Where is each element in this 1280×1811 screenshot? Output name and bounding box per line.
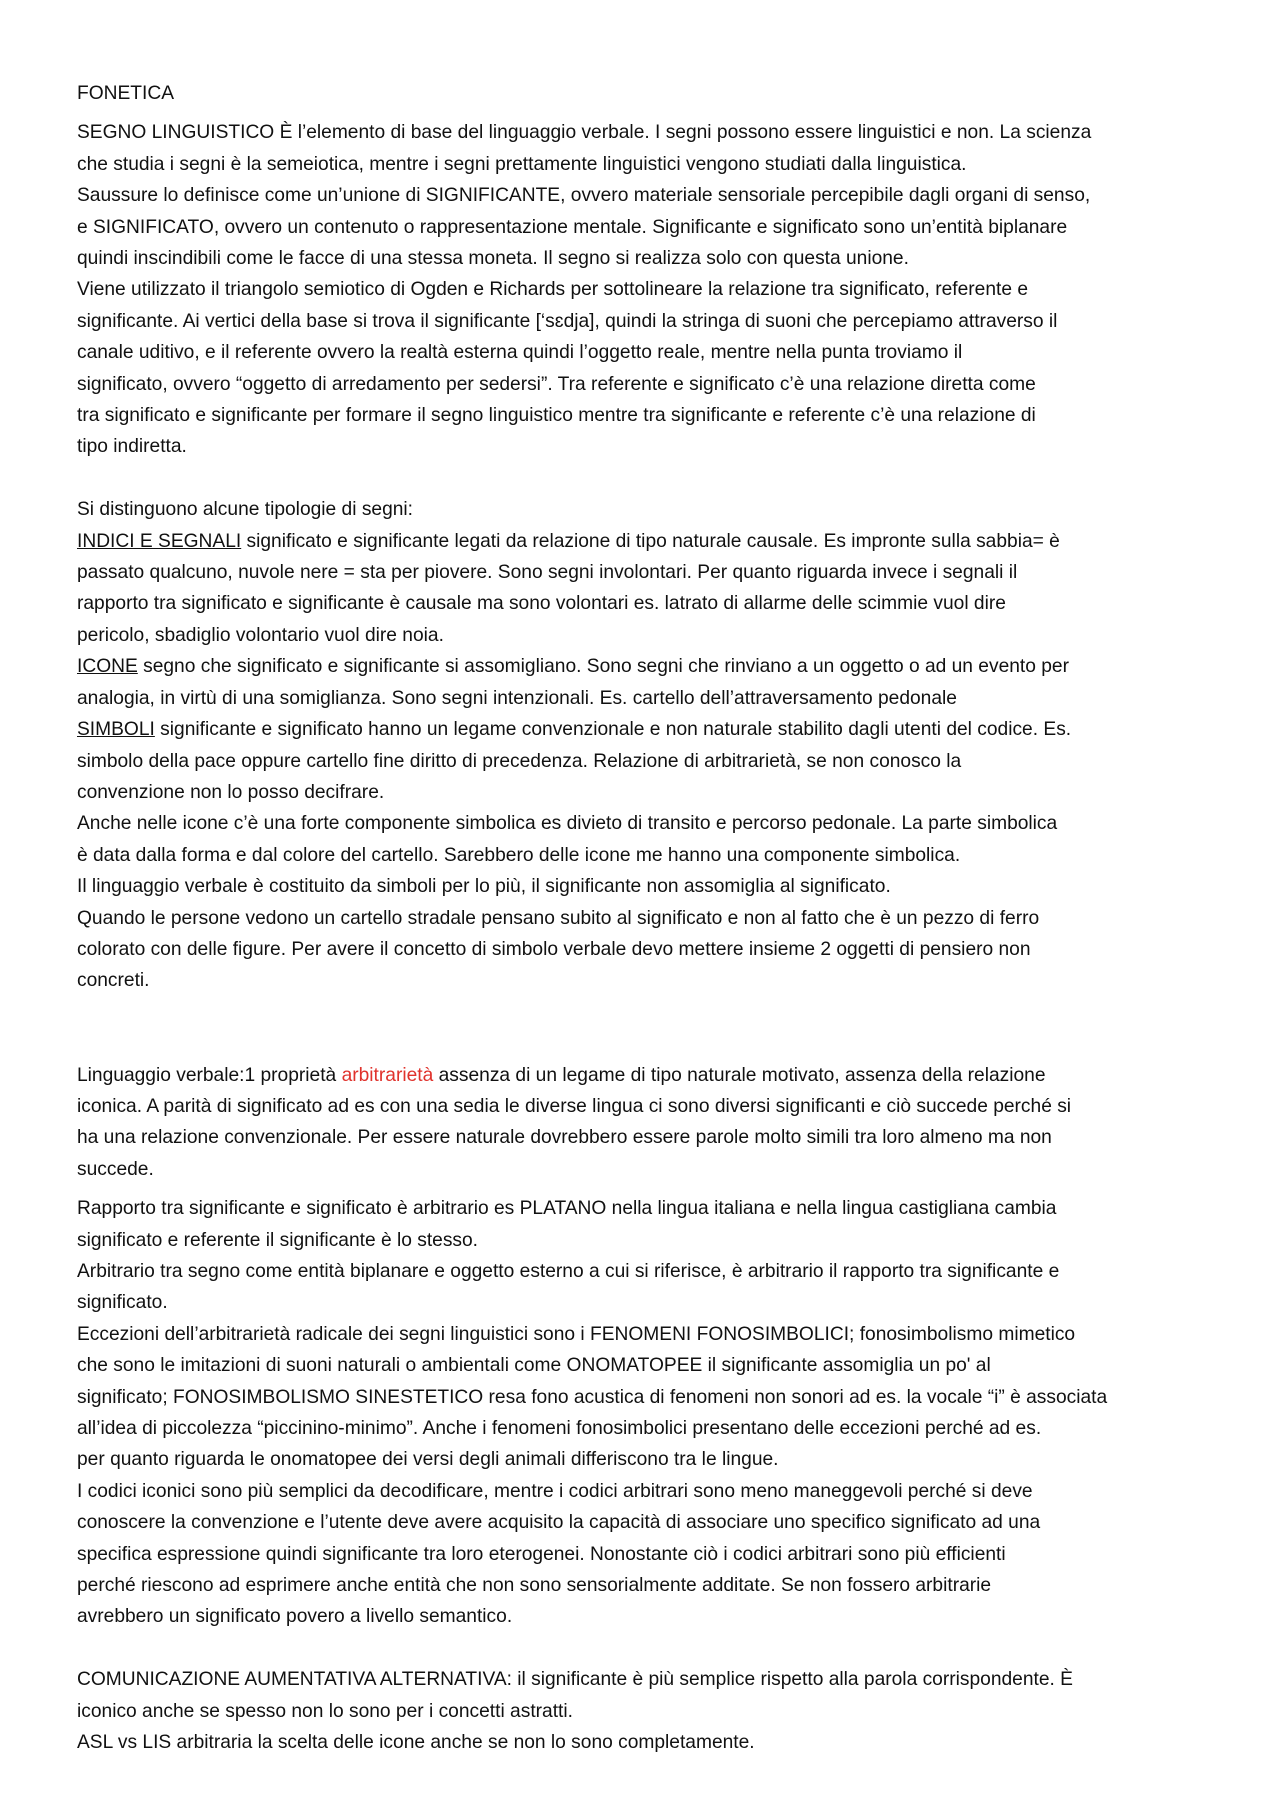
text-line: ICONE segno che significato e significante si assomigliano. Sono segni che rinviano a un oggetto o ad un evento per (77, 656, 1069, 678)
text-line: iconico anche se spesso non lo sono per i concetti astratti. (77, 1700, 573, 1722)
paragraph-rapporto (77, 1193, 1217, 1633)
term-simboli: SIMBOLI (77, 719, 155, 741)
text-line: analogia, in virtù di una somiglianza. Sono segni intenzionali. Es. cartello dell’attraversamento pedonale (77, 687, 957, 709)
doc-title: FONETICA (77, 83, 175, 104)
text-line: convenzione non lo posso decifrare. (77, 781, 385, 803)
paragraph-segno-linguistico (77, 117, 1217, 462)
text-line: succede. (77, 1158, 154, 1180)
text-line: che studia i segni è la semeiotica, mentre i segni prettamente linguistici vengono studiati dalla linguistica. (77, 153, 967, 175)
text-line: significato, ovvero “oggetto di arredamento per sedersi”. Tra referente e significato c’è una relazione diretta come (77, 373, 1036, 395)
text-line: significato e referente il significante è lo stesso. (77, 1229, 479, 1251)
text-line: tra significato e significante per formare il segno linguistico mentre tra significante e referente c’è una relazione di (77, 405, 1036, 427)
text-line: COMUNICAZIONE AUMENTATIVA ALTERNATIVA: il significante è più semplice rispetto alla parola corrispondente. È (77, 1669, 1073, 1691)
text-line: per quanto riguarda le onomatopee dei versi degli animali differiscono tra le lingue. (77, 1449, 779, 1471)
paragraph-tipologie (77, 494, 1217, 997)
term-indici-segnali: INDICI E SEGNALI (77, 530, 242, 552)
text-line: concreti. (77, 970, 150, 992)
paragraph-arbitrarieta (77, 1060, 1217, 1186)
text-line: passato qualcuno, nuvole nere = sta per piovere. Sono segni involontari. Per quanto riguarda invece i segnali il (77, 562, 1018, 584)
text-line: conoscere la convenzione e l’utente deve avere acquisito la capacità di associare uno specifico significato ad una (77, 1512, 1041, 1534)
text-line: Linguaggio verbale:1 proprietà arbitrarietà assenza di un legame di tipo naturale motivato, assenza della relazione (77, 1064, 1046, 1086)
text-line: canale uditivo, e il referente ovvero la realtà esterna quindi l’oggetto reale, mentre nella punta troviamo il (77, 342, 963, 364)
text-line: Saussure lo definisce come un’unione di SIGNIFICANTE, ovvero materiale sensoriale percepibile dagli organi di senso, (77, 185, 1091, 207)
text-line: pericolo, sbadiglio volontario vuol dire noia. (77, 624, 444, 646)
text-line: iconica. A parità di significato ad es con una sedia le diverse lingua ci sono diversi significanti e ciò succede perché si (77, 1095, 1072, 1117)
text-line: Eccezioni dell’arbitrarietà radicale dei segni linguistici sono i FENOMENI FONOSIMBOLICI; fonosimbolismo mimetico (77, 1323, 1076, 1345)
document-page (77, 78, 1217, 1758)
text-line: Il linguaggio verbale è costituito da simboli per lo più, il significante non assomiglia al significato. (77, 876, 891, 898)
text-line: specifica espressione quindi significante tra loro eterogenei. Nonostante ciò i codici arbitrari sono più efficienti (77, 1543, 1006, 1565)
text-line: ASL vs LIS arbitraria la scelta delle icone anche se non lo sono completamente. (77, 1732, 755, 1754)
text-line: tipo indiretta. (77, 436, 187, 458)
text-line: significante. Ai vertici della base si trova il significante [‘sɛdja], quindi la stringa di suoni che percepiamo attraverso il (77, 310, 1058, 332)
term-icone: ICONE (77, 656, 138, 678)
text-line: INDICI E SEGNALI significato e significante legati da relazione di tipo naturale causale. Es impronte sulla sabbia= è (77, 530, 1060, 552)
text-line: significato. (77, 1292, 168, 1314)
text-line: SEGNO LINGUISTICO È l’elemento di base del linguaggio verbale. I segni possono essere linguistici e non. La scienza (77, 122, 1092, 144)
text-line: all’idea di piccolezza “piccinino-minimo”. Anche i fenomeni fonosimbolici presentano delle eccezioni perché ad es. (77, 1418, 1042, 1440)
text-line: Quando le persone vedono un cartello stradale pensano subito al significato e non al fatto che è un pezzo di ferro (77, 907, 1040, 929)
text-line: Viene utilizzato il triangolo semiotico di Ogden e Richards per sottolineare la relazione tra significato, referente e (77, 279, 1029, 301)
text-line: Rapporto tra significante e significato è arbitrario es PLATANO nella lingua italiana e nella lingua castigliana cambia (77, 1198, 1057, 1220)
text-line: perché riescono ad esprimere anche entità che non sono sensorialmente additate. Se non fossero arbitrarie (77, 1575, 992, 1597)
text-line: ha una relazione convenzionale. Per essere naturale dovrebbero essere parole molto simili tra loro almeno ma non (77, 1127, 1052, 1149)
text-line: Si distinguono alcune tipologie di segni: (77, 499, 414, 521)
text-line: che sono le imitazioni di suoni naturali o ambientali come ONOMATOPEE il significante assomiglia un po' al (77, 1355, 991, 1377)
text-line: avrebbero un significato povero a livello semantico. (77, 1606, 513, 1628)
text-line: rapporto tra significato e significante è causale ma sono volontari es. latrato di allarme delle scimmie vuol dire (77, 593, 1006, 615)
text-line: SIMBOLI significante e significato hanno un legame convenzionale e non naturale stabilito dagli utenti del codice. Es. (77, 719, 1072, 741)
text-line: significato; FONOSIMBOLISMO SINESTETICO resa fono acustica di fenomeni non sonori ad es. la vocale “i” è associata (77, 1386, 1108, 1408)
paragraph-caa (77, 1664, 1217, 1758)
text-line: e SIGNIFICATO, ovvero un contenuto o rappresentazione mentale. Significante e significato sono un’entità biplanare (77, 216, 1068, 238)
text-line: colorato con delle figure. Per avere il concetto di simbolo verbale devo mettere insieme 2 oggetti di pensiero non (77, 938, 1031, 960)
text-line: Arbitrario tra segno come entità biplanare e oggetto esterno a cui si riferisce, è arbitrario il rapporto tra significante e (77, 1260, 1060, 1282)
text-line: I codici iconici sono più semplici da decodificare, mentre i codici arbitrari sono meno maneggevoli perché si deve (77, 1480, 1033, 1502)
text-line: è data dalla forma e dal colore del cartello. Sarebbero delle icone me hanno una componente simbolica. (77, 844, 961, 866)
text-line: simbolo della pace oppure cartello fine diritto di precedenza. Relazione di arbitrarietà, se non conosco la (77, 750, 962, 772)
highlight-arbitrarieta: arbitrarietà (341, 1064, 434, 1086)
text-line: quindi inscindibili come le facce di una stessa moneta. Il segno si realizza solo con questa unione. (77, 248, 909, 270)
text-line: Anche nelle icone c’è una forte componente simbolica es divieto di transito e percorso pedonale. La parte simbolica (77, 813, 1058, 835)
